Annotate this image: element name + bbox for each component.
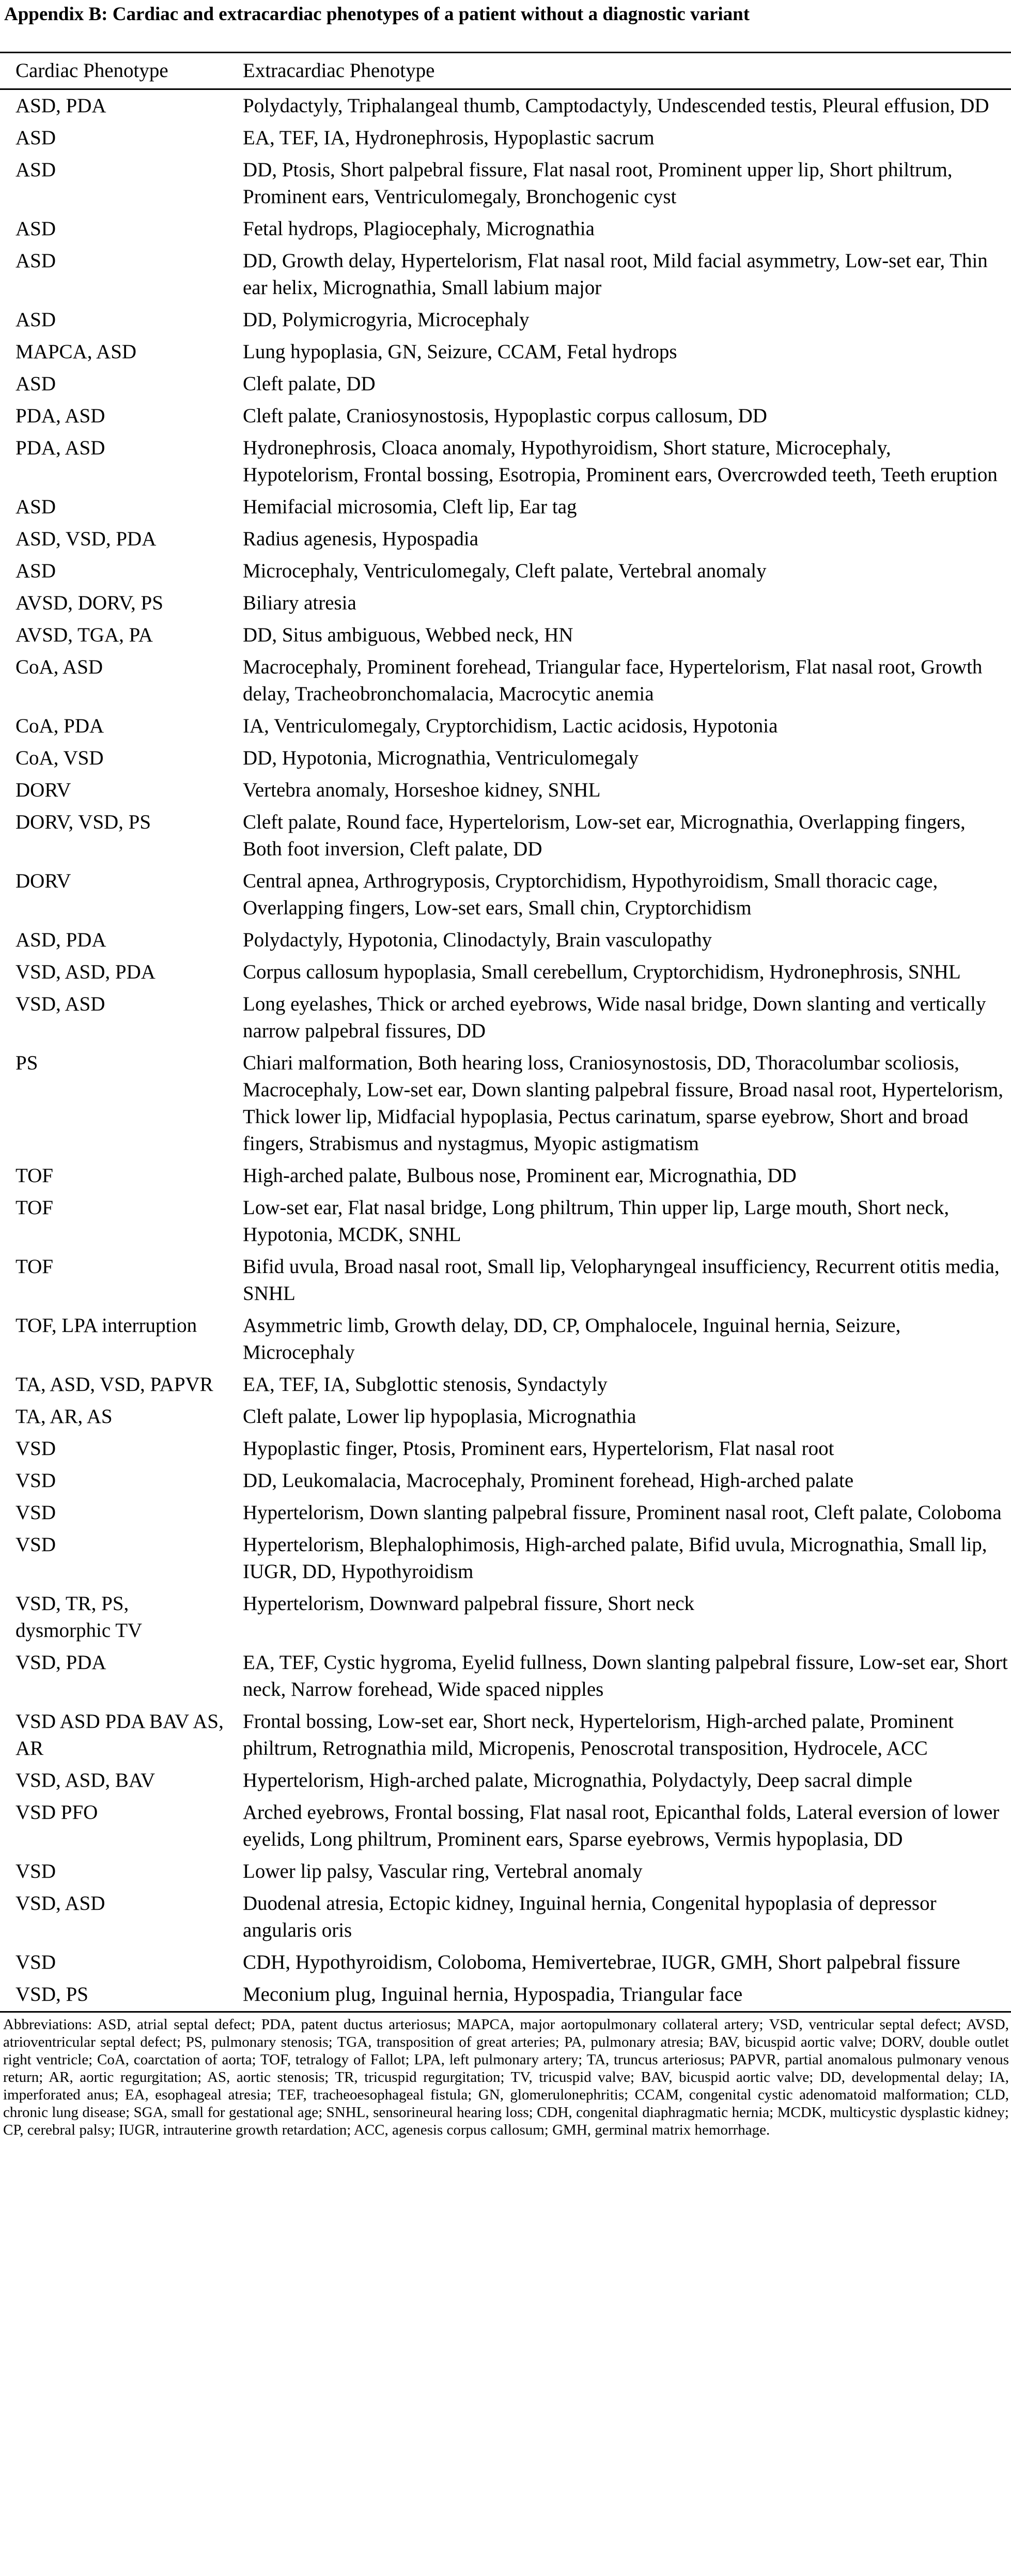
table-row (0, 154, 1011, 213)
cell-cardiac-phenotype: ASD (15, 159, 56, 181)
cell-cardiac-phenotype: TOF (15, 1255, 53, 1278)
cell-cardiac-phenotype: ASD, VSD, PDA (15, 528, 157, 550)
cell-cardiac-phenotype: PS (15, 1052, 38, 1074)
cell-extracardiac-phenotype: Central apnea, Arthrogryposis, Cryptorchidism, Hypothyroidism, Small thoracic cage, Overlapping fingers, Low-set ears, Small chin, Cryptorchidism (243, 870, 938, 919)
cell-cardiac-phenotype: AVSD, DORV, PS (15, 592, 163, 614)
table-row (0, 1310, 1011, 1369)
cell-extracardiac-phenotype: Bifid uvula, Broad nasal root, Small lip, Velopharyngeal insufficiency, Recurrent otitis media, SNHL (243, 1255, 1000, 1305)
cell-extracardiac-phenotype: Hypertelorism, High-arched palate, Micrognathia, Polydactyly, Deep sacral dimple (243, 1769, 912, 1791)
table-row (0, 865, 1011, 924)
cell-extracardiac-phenotype: Hypertelorism, Down slanting palpebral fissure, Prominent nasal root, Cleft palate, Coloboma (243, 1501, 1002, 1524)
table-body (0, 89, 1011, 2012)
table-row (0, 1797, 1011, 1856)
table-row (0, 988, 1011, 1047)
table-row (0, 336, 1011, 368)
cell-cardiac-phenotype: CoA, ASD (15, 656, 103, 678)
cell-cardiac-phenotype: VSD (15, 1469, 56, 1492)
table-row (0, 1979, 1011, 2012)
table-row (0, 523, 1011, 555)
cell-extracardiac-phenotype: Cleft palate, Craniosynostosis, Hypoplastic corpus callosum, DD (243, 405, 767, 427)
table-row (0, 1647, 1011, 1706)
cell-extracardiac-phenotype: High-arched palate, Bulbous nose, Prominent ear, Micrognathia, DD (243, 1164, 797, 1187)
cell-cardiac-phenotype: AVSD, TGA, PA (15, 624, 153, 646)
table-row (0, 1765, 1011, 1797)
table-row (0, 555, 1011, 587)
cell-extracardiac-phenotype: Chiari malformation, Both hearing loss, Craniosynostosis, DD, Thoracolumbar scoliosis, Macrocephaly, Low-set ear, Down slanting palpebral fissure, Broad nasal root, Hypertelorism, Thick lower lip, Midfacial hypoplasia, Pectus carinatum, sparse eyebrow, Short and broad fingers, Strabismus and nystagmus, Myopic astigmatism (243, 1052, 1004, 1155)
cell-extracardiac-phenotype: Hemifacial microsomia, Cleft lip, Ear tag (243, 496, 577, 518)
table-row (0, 1251, 1011, 1310)
cell-cardiac-phenotype: PDA, ASD (15, 437, 105, 459)
cell-extracardiac-phenotype: Lung hypoplasia, GN, Seizure, CCAM, Fetal hydrops (243, 341, 677, 363)
cell-cardiac-phenotype: TA, ASD, VSD, PAPVR (15, 1373, 213, 1396)
cell-cardiac-phenotype: ASD (15, 309, 56, 331)
cell-cardiac-phenotype: CoA, VSD (15, 747, 104, 769)
cell-extracardiac-phenotype: Hypoplastic finger, Ptosis, Prominent ears, Hypertelorism, Flat nasal root (243, 1437, 834, 1460)
abbreviations-footnote: Abbreviations: ASD, atrial septal defect; PDA, patent ductus arteriosus; MAPCA, major aortopulmonary collateral artery; VSD, ventricular septal defect; AVSD, atrioventricular septal defect; PS, pulmonary stenosis; TGA, transposition of great arteries; PA, pulmonary atresia; BAV, bicuspid aortic valve; DORV, double outlet right ventricle; CoA, coarctation of aorta; TOF, tetralogy of Fallot; LPA, left pulmonary artery; TA, truncus arteriosus; PAPVR, partial anomalous pulmonary venous return; AR, aortic regurgitation; AS, aortic stenosis; TR, tricuspid regurgitation; TV, tricuspid valve; BAV, bicuspid aortic valve; DD, developmental delay; IA, imperforated anus; EA, esophageal atresia; TEF, tracheoesophageal fistula; GN, glomerulonephritis; CCAM, congenital cystic adenomatoid malformation; CLD, chronic lung disease; SGA, small for gestational age; SNHL, sensorineural hearing loss; CDH, congenital diaphragmatic hernia; MCDK, multicystic dysplastic kidney; CP, cerebral palsy; IUGR, intrauterine growth retardation; ACC, agenesis corpus callosum; GMH, germinal matrix hemorrhage. (3, 2016, 1009, 2138)
cell-cardiac-phenotype: VSD (15, 1860, 56, 1882)
table-row (0, 806, 1011, 865)
table-row (0, 89, 1011, 122)
header-cardiac: Cardiac Phenotype (0, 53, 227, 89)
table-row (0, 1946, 1011, 1979)
cell-extracardiac-phenotype: Cleft palate, Round face, Hypertelorism, Low-set ear, Micrognathia, Overlapping fingers, Both foot inversion, Cleft palate, DD (243, 811, 966, 860)
cell-extracardiac-phenotype: Long eyelashes, Thick or arched eyebrows, Wide nasal bridge, Down slanting and vertically narrow palpebral fissures, DD (243, 993, 986, 1042)
cell-extracardiac-phenotype: Hypertelorism, Blephalophimosis, High-arched palate, Bifid uvula, Micrognathia, Small lip, IUGR, DD, Hypothyroidism (243, 1534, 987, 1583)
cell-cardiac-phenotype: ASD, PDA (15, 929, 106, 951)
cell-extracardiac-phenotype: Radius agenesis, Hypospadia (243, 528, 479, 550)
cell-extracardiac-phenotype: Biliary atresia (243, 592, 356, 614)
cell-extracardiac-phenotype: DD, Ptosis, Short palpebral fissure, Flat nasal root, Prominent upper lip, Short philtrum, Prominent ears, Ventriculomegaly, Bronchogenic cyst (243, 159, 953, 208)
cell-cardiac-phenotype: DORV, VSD, PS (15, 811, 151, 833)
table-row (0, 619, 1011, 651)
cell-extracardiac-phenotype: CDH, Hypothyroidism, Coloboma, Hemivertebrae, IUGR, GMH, Short palpebral fissure (243, 1951, 960, 1973)
cell-cardiac-phenotype: TOF, LPA interruption (15, 1314, 197, 1337)
cell-extracardiac-phenotype: Asymmetric limb, Growth delay, DD, CP, Omphalocele, Inguinal hernia, Seizure, Microcephaly (243, 1314, 901, 1363)
table-row (0, 1160, 1011, 1192)
table-row (0, 710, 1011, 742)
table-row (0, 213, 1011, 245)
cell-extracardiac-phenotype: EA, TEF, Cystic hygroma, Eyelid fullness, Down slanting palpebral fissure, Low-set ear, Short neck, Narrow forehead, Wide spaced nipples (243, 1651, 1008, 1700)
table-row (0, 587, 1011, 619)
cell-cardiac-phenotype: ASD (15, 373, 56, 395)
table-row (0, 1529, 1011, 1588)
table-row (0, 924, 1011, 956)
table-row (0, 122, 1011, 154)
cell-cardiac-phenotype: VSD (15, 1951, 56, 1973)
cell-extracardiac-phenotype: Cleft palate, Lower lip hypoplasia, Micrognathia (243, 1405, 636, 1428)
cell-cardiac-phenotype: DORV (15, 870, 71, 892)
phenotype-table (0, 52, 1011, 2013)
cell-extracardiac-phenotype: DD, Hypotonia, Micrognathia, Ventriculomegaly (243, 747, 639, 769)
cell-extracardiac-phenotype: Hypertelorism, Downward palpebral fissure, Short neck (243, 1592, 695, 1615)
cell-cardiac-phenotype: ASD (15, 496, 56, 518)
table-row (0, 304, 1011, 336)
cell-extracardiac-phenotype: DD, Polymicrogyria, Microcephaly (243, 309, 530, 331)
table-row (0, 1588, 1011, 1647)
cell-extracardiac-phenotype: Cleft palate, DD (243, 373, 376, 395)
table-row (0, 1401, 1011, 1433)
cell-cardiac-phenotype: VSD PFO (15, 1801, 98, 1823)
cell-cardiac-phenotype: ASD (15, 218, 56, 240)
cell-extracardiac-phenotype: Corpus callosum hypoplasia, Small cerebellum, Cryptorchidism, Hydronephrosis, SNHL (243, 961, 961, 983)
table-row (0, 432, 1011, 491)
cell-cardiac-phenotype: VSD, ASD, PDA (15, 961, 155, 983)
cell-cardiac-phenotype: VSD, PDA (15, 1651, 106, 1674)
table-row (0, 1856, 1011, 1888)
table-header-row (0, 53, 1011, 89)
cell-cardiac-phenotype: ASD (15, 127, 56, 149)
table-row (0, 245, 1011, 304)
cell-extracardiac-phenotype: EA, TEF, IA, Subglottic stenosis, Syndactyly (243, 1373, 608, 1396)
table-row (0, 400, 1011, 432)
table-row (0, 368, 1011, 400)
cell-extracardiac-phenotype: Frontal bossing, Low-set ear, Short neck, Hypertelorism, High-arched palate, Prominent philtrum, Retrognathia mild, Micropenis, Penoscrotal transposition, Hydrocele, ACC (243, 1710, 954, 1759)
cell-cardiac-phenotype: ASD (15, 250, 56, 272)
table-row (0, 1497, 1011, 1529)
cell-cardiac-phenotype: ASD (15, 560, 56, 582)
cell-cardiac-phenotype: VSD, ASD (15, 1892, 105, 1914)
cell-cardiac-phenotype: TOF (15, 1164, 53, 1187)
cell-extracardiac-phenotype: Macrocephaly, Prominent forehead, Triangular face, Hypertelorism, Flat nasal root, Growth delay, Tracheobronchomalacia, Macrocytic anemia (243, 656, 983, 705)
cell-cardiac-phenotype: VSD (15, 1501, 56, 1524)
table-row (0, 491, 1011, 523)
cell-cardiac-phenotype: TA, AR, AS (15, 1405, 113, 1428)
cell-cardiac-phenotype: MAPCA, ASD (15, 341, 137, 363)
cell-cardiac-phenotype: ASD, PDA (15, 95, 106, 117)
cell-extracardiac-phenotype: Vertebra anomaly, Horseshoe kidney, SNHL (243, 779, 601, 801)
table-row (0, 1047, 1011, 1160)
cell-cardiac-phenotype: VSD ASD PDA BAV AS, AR (15, 1710, 224, 1759)
table-row (0, 956, 1011, 988)
cell-extracardiac-phenotype: Hydronephrosis, Cloaca anomaly, Hypothyroidism, Short stature, Microcephaly, Hypotelorism, Frontal bossing, Esotropia, Prominent ears, Overcrowded teeth, Teeth eruption (243, 437, 998, 486)
cell-extracardiac-phenotype: Lower lip palsy, Vascular ring, Vertebral anomaly (243, 1860, 643, 1882)
cell-extracardiac-phenotype: Duodenal atresia, Ectopic kidney, Inguinal hernia, Congenital hypoplasia of depressor angularis oris (243, 1892, 937, 1941)
cell-cardiac-phenotype: VSD (15, 1437, 56, 1460)
table-row (0, 1369, 1011, 1401)
cell-extracardiac-phenotype: IA, Ventriculomegaly, Cryptorchidism, Lactic acidosis, Hypotonia (243, 715, 778, 737)
table-row (0, 1192, 1011, 1251)
cell-cardiac-phenotype: PDA, ASD (15, 405, 105, 427)
cell-extracardiac-phenotype: Polydactyly, Hypotonia, Clinodactyly, Brain vasculopathy (243, 929, 712, 951)
cell-extracardiac-phenotype: Microcephaly, Ventriculomegaly, Cleft palate, Vertebral anomaly (243, 560, 767, 582)
cell-extracardiac-phenotype: Low-set ear, Flat nasal bridge, Long philtrum, Thin upper lip, Large mouth, Short neck, Hypotonia, MCDK, SNHL (243, 1197, 950, 1246)
table-caption: Appendix B: Cardiac and extracardiac phenotypes of a patient without a diagnostic variant (4, 4, 750, 25)
cell-cardiac-phenotype: VSD (15, 1534, 56, 1556)
table-row (0, 1888, 1011, 1946)
cell-extracardiac-phenotype: DD, Situs ambiguous, Webbed neck, HN (243, 624, 573, 646)
cell-extracardiac-phenotype: DD, Growth delay, Hypertelorism, Flat nasal root, Mild facial asymmetry, Low-set ear, Thin ear helix, Micrognathia, Small labium major (243, 250, 988, 299)
header-extracardiac: Extracardiac Phenotype (227, 53, 1011, 89)
phenotype-table-wrapper (0, 52, 1011, 2139)
cell-extracardiac-phenotype: DD, Leukomalacia, Macrocephaly, Prominent forehead, High-arched palate (243, 1469, 854, 1492)
table-row (0, 1433, 1011, 1465)
cell-cardiac-phenotype: VSD, TR, PS, dysmorphic TV (15, 1592, 143, 1642)
table-row (0, 1465, 1011, 1497)
cell-cardiac-phenotype: VSD, ASD, BAV (15, 1769, 155, 1791)
cell-cardiac-phenotype: CoA, PDA (15, 715, 104, 737)
cell-cardiac-phenotype: TOF (15, 1197, 53, 1219)
table-row (0, 651, 1011, 710)
cell-cardiac-phenotype: DORV (15, 779, 71, 801)
cell-cardiac-phenotype: VSD, ASD (15, 993, 105, 1015)
cell-extracardiac-phenotype: Meconium plug, Inguinal hernia, Hypospadia, Triangular face (227, 1979, 1011, 2012)
cell-extracardiac-phenotype: Arched eyebrows, Frontal bossing, Flat nasal root, Epicanthal folds, Lateral eversion of lower eyelids, Long philtrum, Prominent ears, Sparse eyebrows, Vermis hypoplasia, DD (243, 1801, 1000, 1850)
table-row (0, 774, 1011, 806)
cell-extracardiac-phenotype: Fetal hydrops, Plagiocephaly, Micrognathia (243, 218, 595, 240)
table-row (0, 742, 1011, 774)
table-row (0, 1706, 1011, 1765)
cell-extracardiac-phenotype: EA, TEF, IA, Hydronephrosis, Hypoplastic sacrum (243, 127, 655, 149)
cell-cardiac-phenotype: VSD, PS (0, 1979, 227, 2012)
cell-extracardiac-phenotype: Polydactyly, Triphalangeal thumb, Camptodactyly, Undescended testis, Pleural effusion, DD (243, 95, 989, 117)
